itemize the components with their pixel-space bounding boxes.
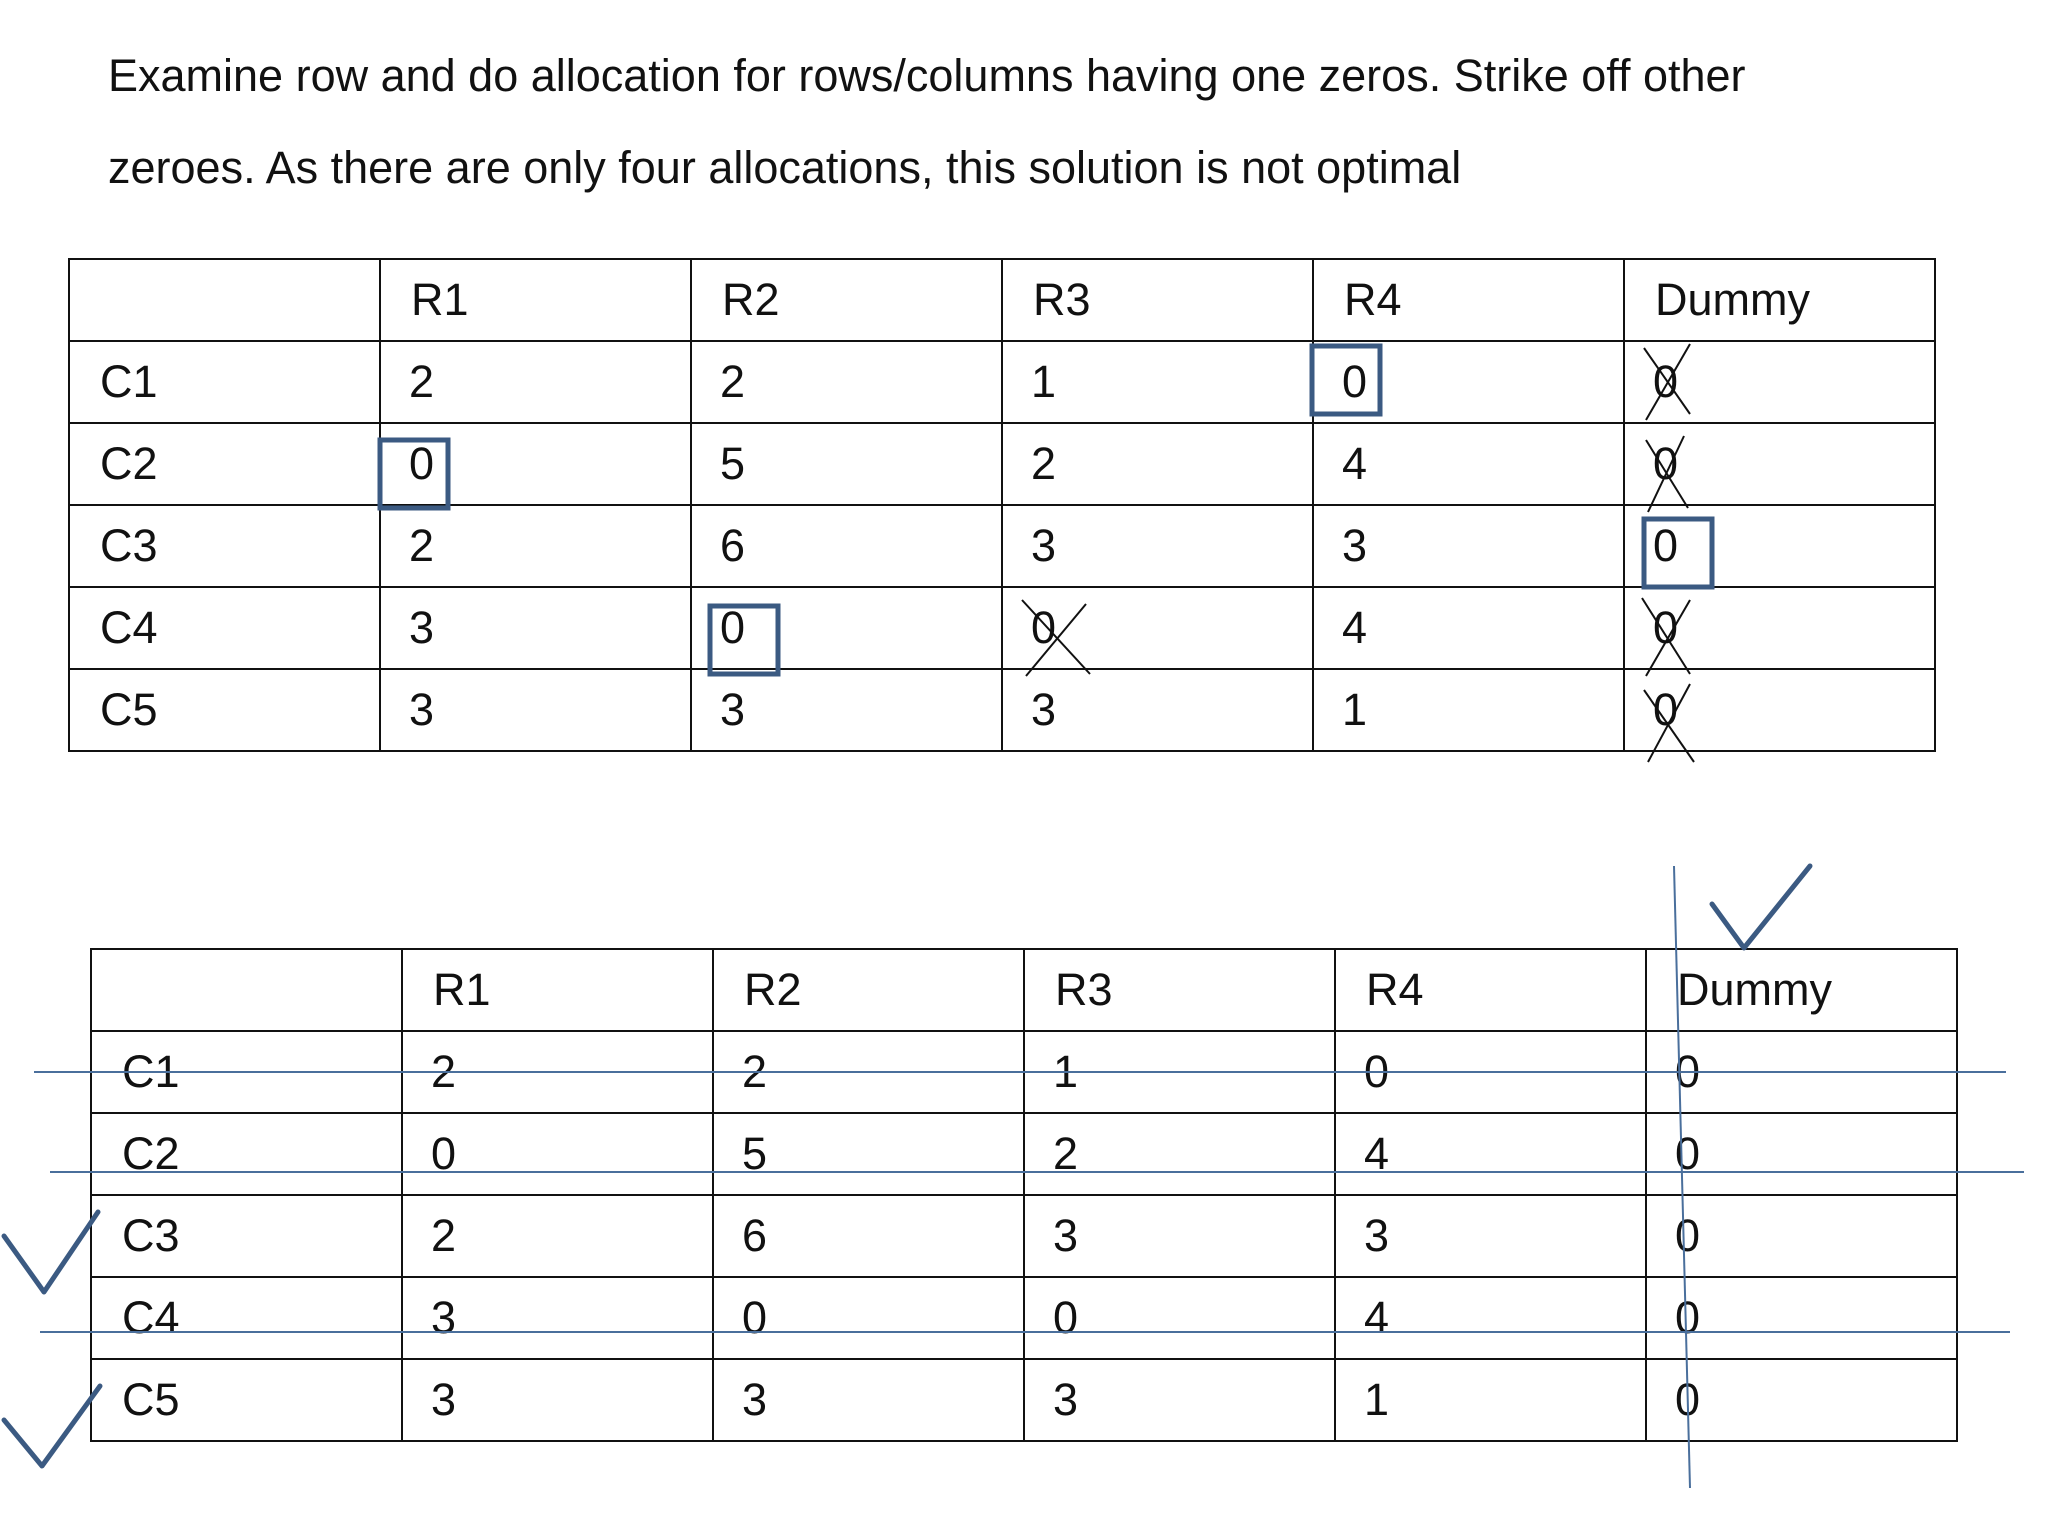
table-row	[91, 1277, 1957, 1359]
cell-c2-r2	[691, 423, 1002, 505]
cell-c4-r2	[691, 587, 1002, 669]
cell-c2-r4	[1313, 423, 1624, 505]
cell-value-struck: 0	[1653, 438, 1679, 489]
cell-c1-r3: 1	[1024, 1031, 1335, 1113]
cell-value-struck: 0	[1031, 602, 1057, 653]
header-dummy: Dummy	[1646, 949, 1957, 1031]
cell-c1-r4	[1313, 341, 1624, 423]
header-r4: R4	[1335, 949, 1646, 1031]
cell-c2-dummy: 0	[1646, 1113, 1957, 1195]
cell-value: 3	[409, 602, 435, 653]
cell-c4-r4	[1313, 587, 1624, 669]
tick-row-c3-icon	[4, 1212, 98, 1292]
cell-value-allocated: 0	[409, 438, 435, 489]
cell-value: 4	[1342, 438, 1368, 489]
row-label-c1: C1	[69, 341, 380, 423]
table-header-row	[69, 259, 1935, 341]
cell-value: 1	[1342, 684, 1368, 735]
cell-c5-r1: 3	[402, 1359, 713, 1441]
table-row	[91, 1359, 1957, 1441]
cell-c3-dummy: 0	[1646, 1195, 1957, 1277]
table-row	[69, 669, 1935, 751]
table-row	[91, 1195, 1957, 1277]
cell-value: 4	[1342, 602, 1368, 653]
header-r3: R3	[1002, 259, 1313, 341]
table-row	[91, 1113, 1957, 1195]
table-row	[69, 505, 1935, 587]
cell-c3-r2: 6	[713, 1195, 1024, 1277]
row-label-c1: C1	[91, 1031, 402, 1113]
instruction-text	[108, 30, 1988, 214]
cell-c4-dummy	[1624, 587, 1935, 669]
cell-c4-r1	[380, 587, 691, 669]
cell-c3-r3: 3	[1024, 1195, 1335, 1277]
cell-c3-r4: 3	[1335, 1195, 1646, 1277]
cell-value: 3	[409, 684, 435, 735]
cell-c4-r3	[1002, 587, 1313, 669]
table-row	[91, 1031, 1957, 1113]
row-label-c3: C3	[69, 505, 380, 587]
cell-c2-r4: 4	[1335, 1113, 1646, 1195]
header-corner-cell	[69, 259, 380, 341]
cell-c1-r1: 2	[402, 1031, 713, 1113]
cell-c3-r2	[691, 505, 1002, 587]
cell-c1-r2	[691, 341, 1002, 423]
cell-value: 3	[720, 684, 746, 735]
cell-c2-r3: 2	[1024, 1113, 1335, 1195]
header-r4: R4	[1313, 259, 1624, 341]
row-label-c2: C2	[69, 423, 380, 505]
cell-c2-r1	[380, 423, 691, 505]
cell-value-allocated: 0	[720, 602, 746, 653]
cell-c4-r4: 4	[1335, 1277, 1646, 1359]
row-label-c5: C5	[69, 669, 380, 751]
cell-c1-r2: 2	[713, 1031, 1024, 1113]
cell-value-struck: 0	[1653, 356, 1679, 407]
cell-c4-r3: 0	[1024, 1277, 1335, 1359]
line-cover-table	[90, 948, 1958, 1442]
cell-c5-r1	[380, 669, 691, 751]
cell-value: 2	[720, 356, 746, 407]
cell-c5-r4	[1313, 669, 1624, 751]
cell-c3-r1: 2	[402, 1195, 713, 1277]
cell-c5-r3: 3	[1024, 1359, 1335, 1441]
cell-value: 3	[1031, 520, 1057, 571]
header-r2: R2	[691, 259, 1002, 341]
table-row	[69, 587, 1935, 669]
cell-value-struck: 0	[1653, 684, 1679, 735]
cell-c3-r1	[380, 505, 691, 587]
cell-c4-dummy: 0	[1646, 1277, 1957, 1359]
cell-c2-r2: 5	[713, 1113, 1024, 1195]
cell-c2-r3	[1002, 423, 1313, 505]
cell-c2-r1: 0	[402, 1113, 713, 1195]
cell-c2-dummy	[1624, 423, 1935, 505]
cell-value: 1	[1031, 356, 1057, 407]
cell-c5-dummy: 0	[1646, 1359, 1957, 1441]
cell-value: 6	[720, 520, 746, 571]
header-r3: R3	[1024, 949, 1335, 1031]
tick-column-dummy-icon	[1712, 866, 1810, 948]
cell-c3-r4	[1313, 505, 1624, 587]
table-row	[69, 423, 1935, 505]
cell-c1-r4: 0	[1335, 1031, 1646, 1113]
cell-c5-r2	[691, 669, 1002, 751]
table-row	[69, 341, 1935, 423]
cell-c4-r2: 0	[713, 1277, 1024, 1359]
header-dummy: Dummy	[1624, 259, 1935, 341]
row-label-c2: C2	[91, 1113, 402, 1195]
cell-c3-dummy	[1624, 505, 1935, 587]
cell-value: 2	[409, 520, 435, 571]
cell-value-struck: 0	[1653, 602, 1679, 653]
cell-c1-r3	[1002, 341, 1313, 423]
row-label-c4: C4	[91, 1277, 402, 1359]
cell-c1-dummy: 0	[1646, 1031, 1957, 1113]
cell-c5-r2: 3	[713, 1359, 1024, 1441]
cell-value: 3	[1342, 520, 1368, 571]
cell-c1-r1	[380, 341, 691, 423]
row-label-c4: C4	[69, 587, 380, 669]
cell-c3-r3	[1002, 505, 1313, 587]
header-r1: R1	[402, 949, 713, 1031]
instruction-line-1: Examine row and do allocation for rows/columns having one zeros. Strike off other	[108, 50, 1746, 101]
header-r2: R2	[713, 949, 1024, 1031]
cell-c1-dummy	[1624, 341, 1935, 423]
cell-value: 2	[409, 356, 435, 407]
cell-c5-dummy	[1624, 669, 1935, 751]
cell-value: 2	[1031, 438, 1057, 489]
row-label-c3: C3	[91, 1195, 402, 1277]
cell-c5-r3	[1002, 669, 1313, 751]
cell-value-allocated: 0	[1342, 356, 1368, 407]
instruction-line-2: zeroes. As there are only four allocations, this solution is not optimal	[108, 142, 1462, 193]
header-r1: R1	[380, 259, 691, 341]
cell-value: 5	[720, 438, 746, 489]
row-label-c5: C5	[91, 1359, 402, 1441]
header-corner-cell	[91, 949, 402, 1031]
cell-c4-r1: 3	[402, 1277, 713, 1359]
cell-value: 3	[1031, 684, 1057, 735]
table-header-row	[91, 949, 1957, 1031]
cell-c5-r4: 1	[1335, 1359, 1646, 1441]
allocation-table	[68, 258, 1936, 752]
cell-value-allocated: 0	[1653, 520, 1679, 571]
tick-row-c5-icon	[4, 1386, 100, 1466]
